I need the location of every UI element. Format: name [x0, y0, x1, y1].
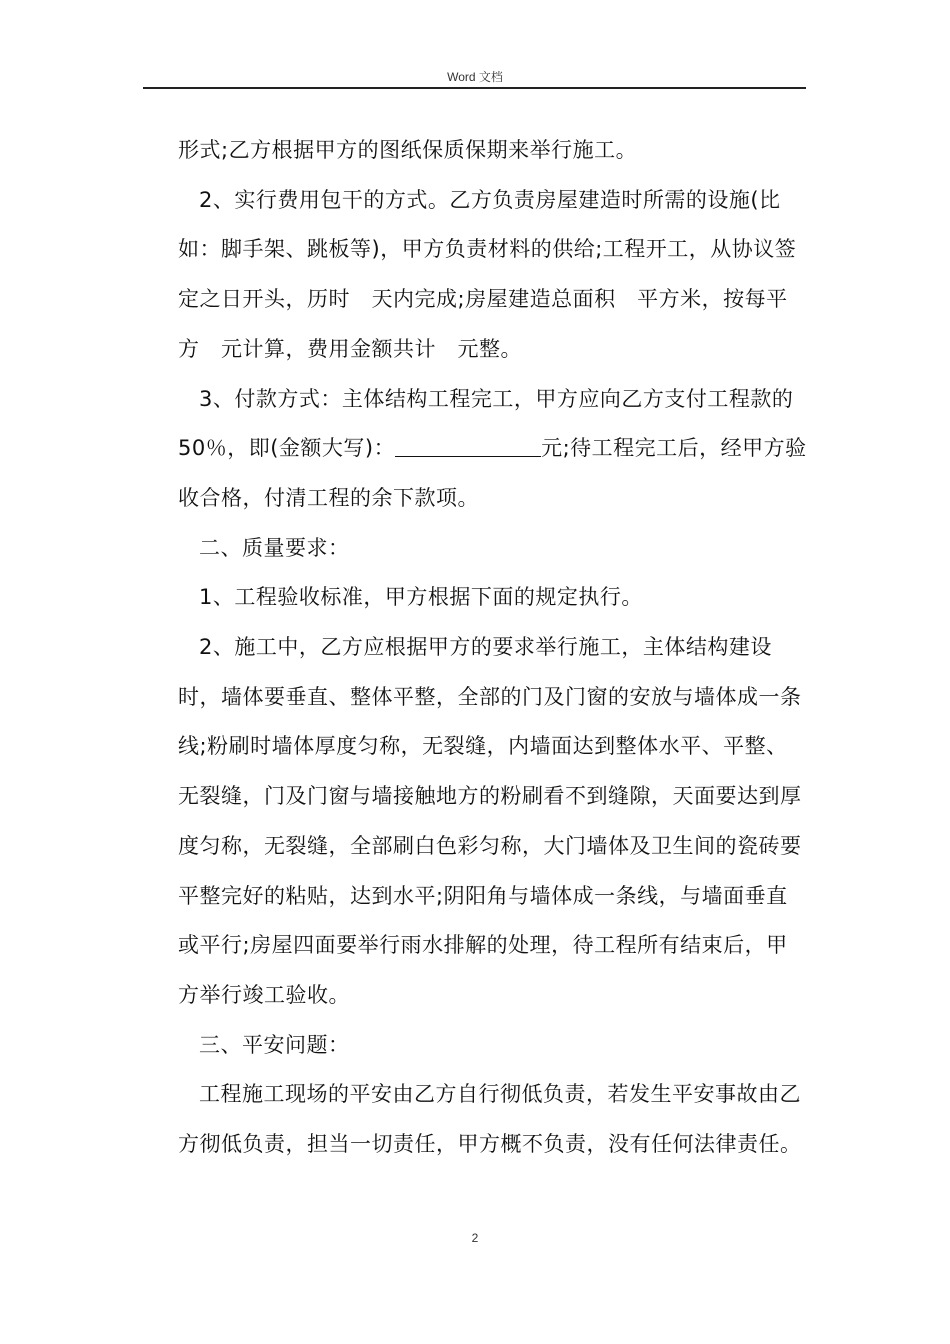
amount-blank-line [395, 436, 541, 457]
page-header: Word 文档 [447, 70, 503, 84]
section-heading-safety: 三、平安问题： [199, 1032, 350, 1057]
paragraph-payment [178, 375, 808, 524]
payment-text-before: 3、付款方式：主体结构工程完工，甲方应向乙方支付工程款的 50％，即(金额大写)： [178, 386, 801, 461]
section-heading-quality: 二、质量要求： [199, 535, 350, 560]
header-divider [143, 87, 806, 89]
paragraph-safety: 工程施工现场的平安由乙方自行彻低负责，若发生平安事故由乙方彻低负责，担当一切责任，甲方概不负责，没有任何法律责任。 [178, 1082, 802, 1157]
paragraph-continuation: 形式;乙方根据甲方的图纸保质保期来举行施工。 [178, 138, 638, 162]
document-body [178, 126, 808, 1170]
page-number: 2 [471, 1231, 479, 1245]
payment-text-after: 元;待工程完工后，经甲方验收合格，付清工程的余下款项。 [178, 436, 807, 510]
paragraph-quality-1: 1、工程验收标准，甲方根据下面的规定执行。 [199, 585, 643, 610]
paragraph-item-2: 2、实行费用包干的方式。乙方负责房屋建造时所需的设施(比如：脚手架、跳板等)，甲方负责材料的供给;工程开工，从协议签定之日开头，历时 天内完成;房屋建造总面积 平方米，按每平方 元计算，费用金额共计 元整。 [178, 187, 797, 361]
paragraph-quality-2: 2、施工中，乙方应根据甲方的要求举行施工，主体结构建设时，墙体要垂直、整体平整，全部的门及门窗的安放与墙体成一条线;粉刷时墙体厚度匀称，无裂缝，内墙面达到整体水平、平整、无裂缝，门及门窗与墙接触地方的粉刷看不到缝隙，天面要达到厚度匀称，无裂缝，全部刷白色彩匀称，大门墙体及卫生间的瓷砖要平整完好的粘贴，达到水平;阴阳角与墙体成一条线，与墙面垂直或平行;房屋四面要举行雨水排解的处理，待工程所有结束后，甲方举行竣工验收。 [178, 635, 802, 1007]
